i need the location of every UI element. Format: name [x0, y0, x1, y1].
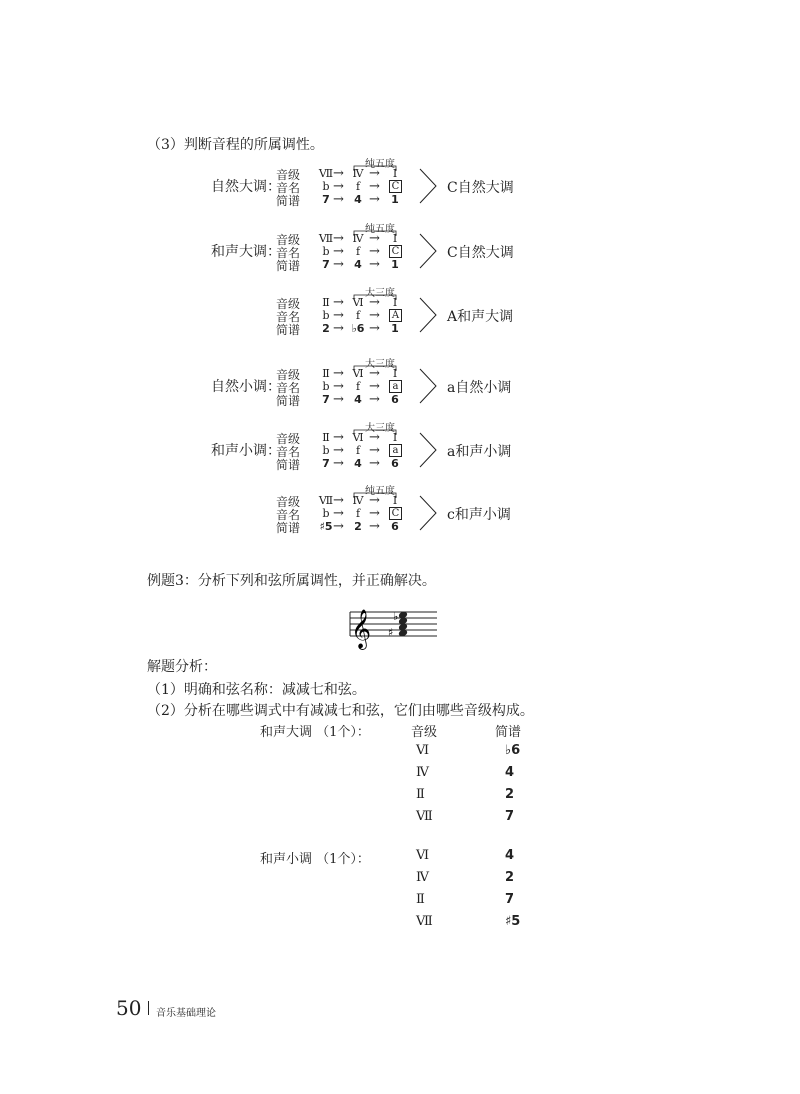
group-mode-label: 自然大调：: [211, 179, 281, 195]
table-degree: Ⅵ: [416, 743, 430, 758]
degree-mark: Ⅳ: [352, 232, 364, 245]
note-name: f: [355, 309, 361, 322]
table-jianpu: 4: [505, 765, 515, 780]
row-label: 音名: [276, 310, 301, 324]
row-label: 简谱: [276, 194, 301, 208]
interval-group: [0, 224, 800, 292]
key-result: c和声小调: [447, 507, 511, 523]
table-jianpu: ♯5: [505, 914, 521, 929]
arrow-icon: →: [369, 257, 380, 272]
note-name-box: A: [389, 309, 402, 322]
section-heading: （3）判断音程的所属调性。: [147, 137, 324, 153]
interval-bracket: [352, 364, 412, 372]
interval-group: [0, 486, 800, 554]
jianpu-note: 1: [391, 322, 399, 335]
arrow-icon: →: [369, 456, 380, 471]
group-mode-label: 自然小调：: [211, 379, 281, 395]
harmonic-major-label: 和声大调 （1个）：: [260, 725, 370, 740]
arrow-icon: →: [333, 493, 344, 508]
jianpu-note: 6: [391, 520, 399, 533]
row-label: 简谱: [276, 458, 301, 472]
degree-mark: Ⅰ: [392, 232, 398, 245]
arrow-icon: →: [369, 295, 380, 310]
arrow-icon: →: [333, 392, 344, 407]
key-result: a自然小调: [447, 380, 512, 396]
note-name: b: [322, 245, 330, 258]
note-name-box: C: [389, 245, 402, 258]
arrow-icon: →: [333, 443, 344, 458]
degree-mark: Ⅱ: [322, 431, 330, 444]
arrow-icon: →: [333, 506, 344, 521]
jianpu-note: 1: [391, 258, 399, 271]
degree-mark: Ⅵ: [352, 296, 364, 309]
arrow-icon: →: [333, 295, 344, 310]
arrow-icon: →: [333, 244, 344, 259]
interval-bracket: [352, 164, 412, 172]
arrow-icon: →: [369, 443, 380, 458]
col-header-jianpu: 简谱: [495, 725, 522, 740]
jianpu-note: 6: [391, 393, 399, 406]
note-name: b: [322, 309, 330, 322]
table-degree: Ⅵ: [416, 848, 430, 863]
flat-icon: ♭: [393, 610, 399, 623]
key-result: C自然大调: [447, 180, 514, 196]
note-name-box: a: [389, 380, 402, 393]
arrow-icon: →: [369, 430, 380, 445]
brace-icon: [418, 296, 440, 336]
arrow-icon: →: [333, 430, 344, 445]
arrow-icon: →: [369, 506, 380, 521]
interval-label: 纯五度: [365, 224, 395, 235]
table-degree: Ⅶ: [416, 914, 433, 929]
interval-label: 大三度: [365, 423, 395, 434]
degree-mark: Ⅵ: [352, 367, 364, 380]
arrow-icon: →: [333, 231, 344, 246]
row-label: 音级: [276, 297, 301, 311]
interval-label: 纯五度: [365, 159, 395, 170]
jianpu-note: 4: [354, 393, 362, 406]
jianpu-note: 2: [322, 322, 330, 335]
note-name: b: [322, 507, 330, 520]
table-jianpu: 7: [505, 809, 515, 824]
arrow-icon: →: [333, 257, 344, 272]
interval-group: [0, 359, 800, 427]
interval-group: [0, 159, 800, 227]
key-result: C自然大调: [447, 245, 514, 261]
table-jianpu: ♭6: [505, 743, 521, 758]
jianpu-note: 1: [391, 193, 399, 206]
note-name: f: [355, 507, 361, 520]
degree-mark: Ⅰ: [392, 167, 398, 180]
jianpu-note: 7: [322, 258, 330, 271]
jianpu-note: 4: [354, 193, 362, 206]
arrow-icon: →: [369, 493, 380, 508]
degree-mark: Ⅶ: [318, 167, 334, 180]
degree-mark: Ⅶ: [318, 232, 334, 245]
interval-label: 大三度: [365, 359, 395, 370]
degree-mark: Ⅶ: [318, 494, 334, 507]
arrow-icon: →: [333, 166, 344, 181]
interval-label: 纯五度: [365, 486, 395, 497]
row-label: 音名: [276, 246, 301, 260]
row-label: 音名: [276, 181, 301, 195]
jianpu-note: 7: [322, 193, 330, 206]
interval-group: [0, 423, 800, 491]
table-degree: Ⅳ: [416, 870, 429, 885]
note-name: f: [355, 444, 361, 457]
table-jianpu: 4: [505, 848, 515, 863]
jianpu-note: 6: [391, 457, 399, 470]
degree-mark: Ⅰ: [392, 296, 398, 309]
analysis-step-2: （2）分析在哪些调式中有减减七和弦，它们由哪些音级构成。: [147, 703, 534, 719]
note-name: b: [322, 444, 330, 457]
row-label: 简谱: [276, 323, 301, 337]
key-result: A和声大调: [447, 309, 514, 325]
note-name-box: a: [389, 444, 402, 457]
interval-bracket: [352, 293, 412, 301]
arrow-icon: →: [369, 519, 380, 534]
degree-mark: Ⅱ: [322, 296, 330, 309]
row-label: 音名: [276, 381, 301, 395]
row-label: 音名: [276, 508, 301, 522]
group-mode-label: 和声大调：: [211, 244, 281, 260]
arrow-icon: →: [369, 392, 380, 407]
jianpu-note: 7: [322, 393, 330, 406]
table-degree: Ⅳ: [416, 765, 429, 780]
table-degree: Ⅶ: [416, 809, 433, 824]
arrow-icon: →: [369, 308, 380, 323]
note-name: b: [322, 380, 330, 393]
brace-icon: [418, 367, 440, 407]
interval-bracket: [352, 229, 412, 237]
row-label: 简谱: [276, 521, 301, 535]
interval-bracket: [352, 491, 412, 499]
arrow-icon: →: [369, 379, 380, 394]
treble-clef-icon: 𝄞: [351, 609, 372, 649]
sharp-icon: ♯: [388, 626, 394, 639]
arrow-icon: →: [333, 308, 344, 323]
arrow-icon: →: [369, 321, 380, 336]
interval-bracket: [352, 428, 412, 436]
interval-group: [0, 288, 800, 356]
degree-mark: Ⅳ: [352, 167, 364, 180]
book-title: 音乐基础理论: [156, 1008, 216, 1019]
jianpu-note: ♯5: [319, 520, 333, 533]
note-name-box: C: [389, 507, 402, 520]
jianpu-note: 4: [354, 457, 362, 470]
analysis-step-1: （1）明确和弦名称：减减七和弦。: [147, 682, 366, 698]
col-header-degree: 音级: [411, 725, 438, 740]
table-degree: Ⅱ: [416, 787, 425, 802]
note-name: b: [322, 180, 330, 193]
table-jianpu: 7: [505, 892, 515, 907]
row-label: 简谱: [276, 259, 301, 273]
jianpu-note: 2: [354, 520, 362, 533]
arrow-icon: →: [369, 179, 380, 194]
note-name-box: C: [389, 180, 402, 193]
jianpu-note: ♭6: [351, 322, 365, 335]
arrow-icon: →: [333, 192, 344, 207]
interval-label: 大三度: [365, 288, 395, 299]
row-label: 音名: [276, 445, 301, 459]
row-label: 音级: [276, 495, 301, 509]
arrow-icon: →: [333, 366, 344, 381]
note-name: f: [355, 180, 361, 193]
arrow-icon: →: [333, 456, 344, 471]
table-jianpu: 2: [505, 787, 515, 802]
arrow-icon: →: [333, 379, 344, 394]
degree-mark: Ⅱ: [322, 367, 330, 380]
arrow-icon: →: [369, 192, 380, 207]
note-name: f: [355, 380, 361, 393]
brace-icon: [418, 167, 440, 207]
arrow-icon: →: [369, 244, 380, 259]
arrow-icon: →: [333, 179, 344, 194]
brace-icon: [418, 232, 440, 272]
jianpu-note: 7: [322, 457, 330, 470]
arrow-icon: →: [369, 231, 380, 246]
degree-mark: Ⅳ: [352, 494, 364, 507]
row-label: 音级: [276, 368, 301, 382]
row-label: 音级: [276, 432, 301, 446]
arrow-icon: →: [369, 366, 380, 381]
table-jianpu: 2: [505, 870, 515, 885]
example-title: 例题3：分析下列和弦所属调性，并正确解决。: [147, 573, 436, 589]
arrow-icon: →: [333, 519, 344, 534]
degree-mark: Ⅰ: [392, 367, 398, 380]
degree-mark: Ⅰ: [392, 494, 398, 507]
key-result: a和声小调: [447, 444, 512, 460]
jianpu-note: 4: [354, 258, 362, 271]
degree-mark: Ⅵ: [352, 431, 364, 444]
group-mode-label: 和声小调：: [211, 443, 281, 459]
row-label: 音级: [276, 233, 301, 247]
page-number: 50: [116, 996, 142, 1020]
brace-icon: [418, 494, 440, 534]
degree-mark: Ⅰ: [392, 431, 398, 444]
row-label: 音级: [276, 168, 301, 182]
brace-icon: [418, 431, 440, 471]
chord-staff: [345, 600, 441, 650]
analysis-title: 解题分析：: [147, 659, 217, 675]
footer-divider: [148, 1001, 149, 1015]
row-label: 简谱: [276, 394, 301, 408]
harmonic-minor-label: 和声小调 （1个）：: [260, 852, 370, 867]
arrow-icon: →: [369, 166, 380, 181]
note-name: f: [355, 245, 361, 258]
table-degree: Ⅱ: [416, 892, 425, 907]
arrow-icon: →: [333, 321, 344, 336]
